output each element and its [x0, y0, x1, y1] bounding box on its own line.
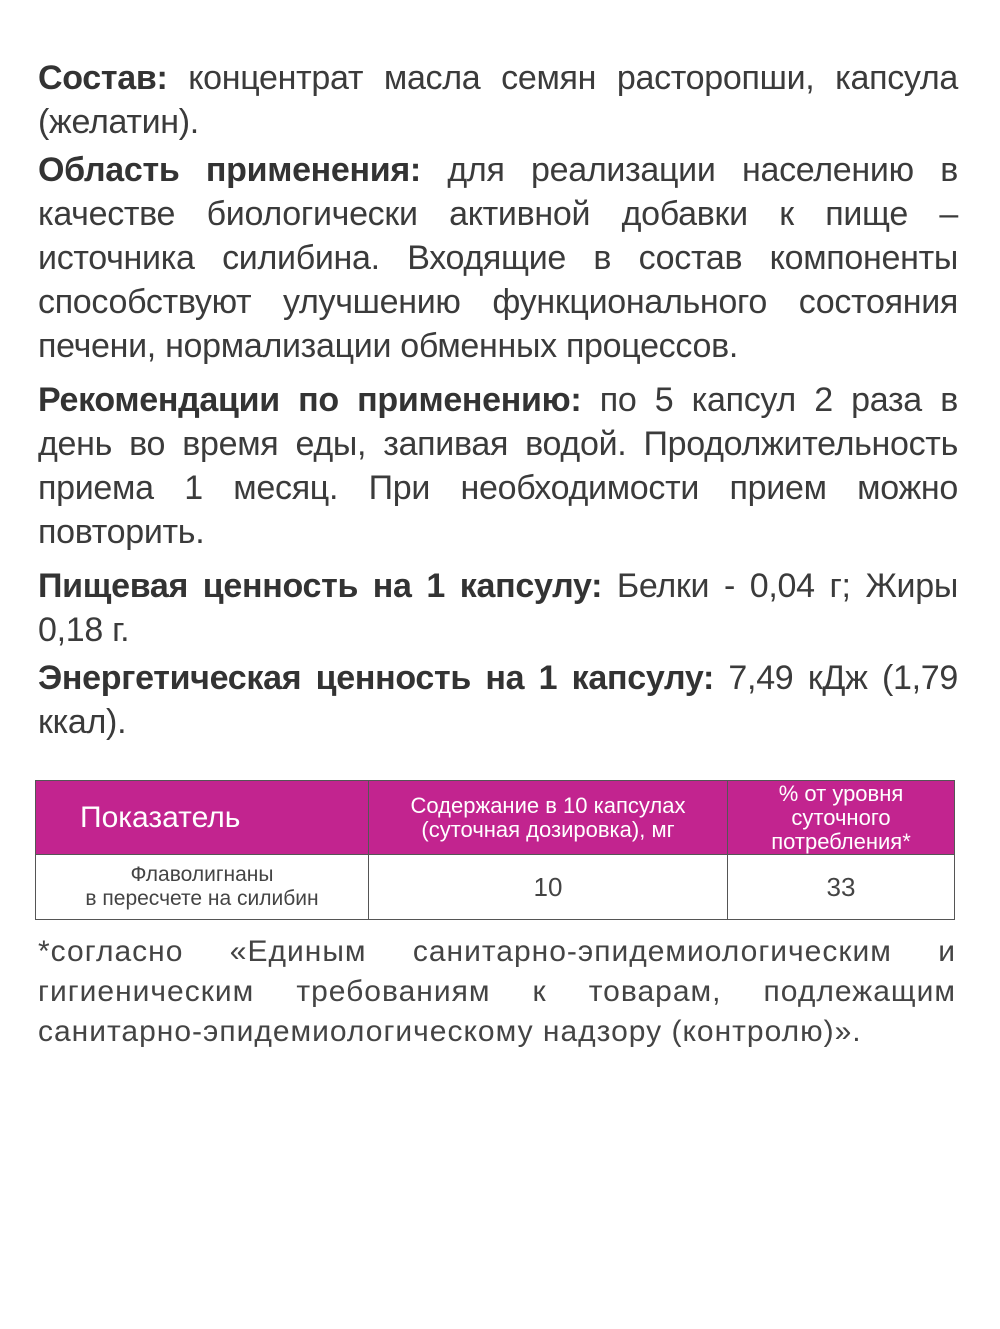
- recommendations-label: Рекомендации по применению:: [38, 381, 582, 419]
- header-content-line2: (суточная дозировка), мг: [421, 816, 675, 842]
- header-percent-line1: % от уровня суточного: [778, 780, 904, 830]
- row-indicator-cell: [36, 855, 369, 920]
- row-percent-cell: 33: [728, 855, 955, 920]
- header-content-line1: Содержание в 10 капсулах: [410, 792, 686, 818]
- nutritional-value-paragraph: [38, 564, 958, 652]
- nutrition-table: [35, 780, 955, 920]
- row-name-line2: в пересчете на силибин: [85, 887, 319, 910]
- recommendations-text: по 5 капсул 2 раза в день во время еды, запивая водой. Продолжительность приема 1 месяц. При необходимости прием можно повторить.: [38, 381, 958, 551]
- recommendations-paragraph: [38, 378, 958, 554]
- footnote: *согласно «Единым санитарно-эпидемиологическим и гигиеническим требованиям к товарам, подлежащим санитарно-эпидемиологическому надзору (контролю)».: [38, 935, 956, 1048]
- nutritional-value-label: Пищевая ценность на 1 капсулу:: [38, 567, 603, 605]
- application-area-paragraph: [38, 148, 958, 368]
- product-info: [38, 56, 958, 754]
- header-content: [369, 781, 728, 855]
- composition-text: концентрат масла семян расторопши, капсула (желатин).: [38, 59, 958, 141]
- composition-label: Состав:: [38, 59, 168, 97]
- header-percent: [728, 781, 955, 855]
- row-content-cell: 10: [369, 855, 728, 920]
- energy-value-label: Энергетическая ценность на 1 капсулу:: [38, 659, 715, 697]
- composition-paragraph: [38, 56, 958, 144]
- header-indicator: Показатель: [36, 781, 369, 855]
- application-area-label: Область применения:: [38, 151, 421, 189]
- energy-value-paragraph: [38, 656, 958, 744]
- table-header-row: [36, 781, 955, 855]
- energy-value-text: 7,49 кДж (1,79 ккал).: [38, 659, 958, 741]
- row-name-line1: Флаволигнаны: [130, 863, 274, 886]
- application-area-text: для реализации населению в качестве биологически активной добавки к пище – источника силибина. Входящие в состав компоненты способствуют улучшению функционального состояния печени, нормализации обменных процессов.: [38, 151, 958, 365]
- nutritional-value-text: Белки - 0,04 г; Жиры 0,18 г.: [38, 567, 958, 649]
- table-row: [36, 855, 955, 920]
- header-percent-line2: потребления*: [771, 828, 911, 854]
